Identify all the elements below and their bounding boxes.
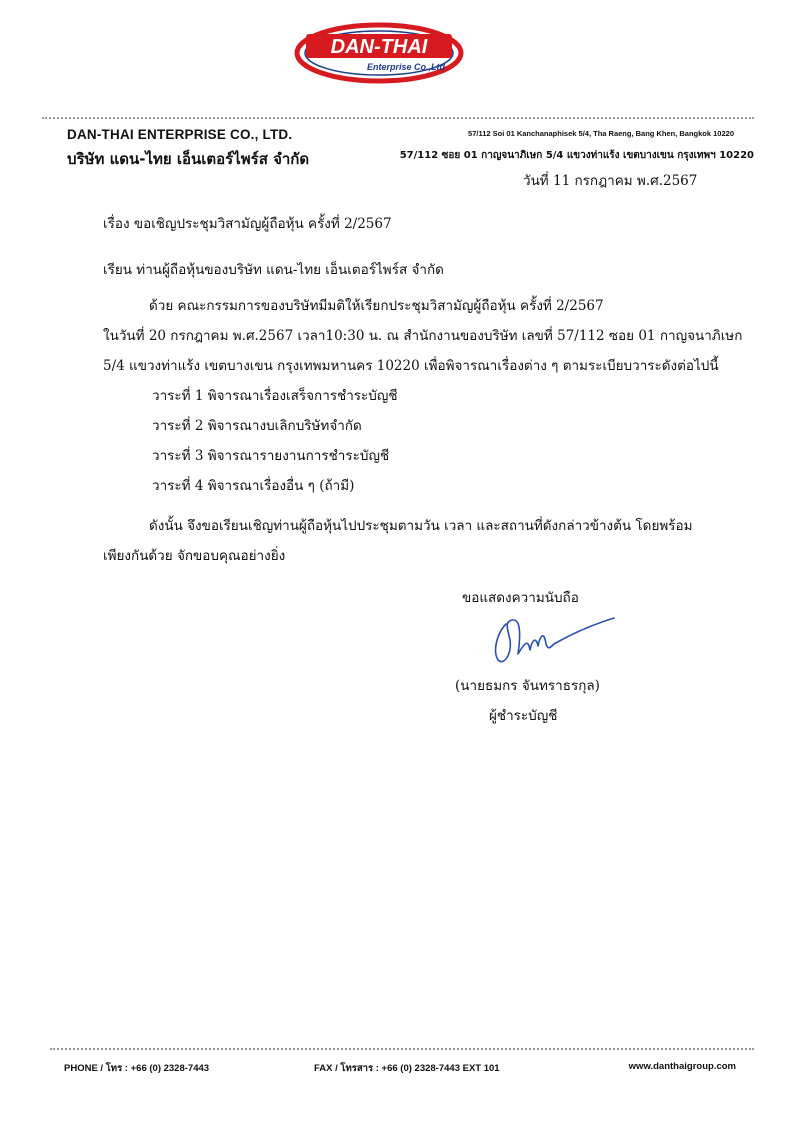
letter-subject: เรื่อง ขอเชิญประชุมวิสามัญผู้ถือหุ้น ครั้งที่ 2/2567	[103, 216, 392, 232]
company-name-en: DAN-THAI ENTERPRISE CO., LTD.	[67, 127, 293, 142]
agenda-item-3: วาระที่ 3 พิจารณารายงานการชำระบัญชี	[152, 448, 390, 464]
closing-phrase: ขอแสดงความนับถือ	[462, 590, 579, 606]
letter-date: วันที่ 11 กรกฎาคม พ.ศ.2567	[523, 173, 698, 189]
signer-title: ผู้ชำระบัญชี	[489, 708, 558, 724]
paragraph-2-line-1: ดังนั้น จึงขอเรียนเชิญท่านผู้ถือหุ้นไปประชุมตามวัน เวลา และสถานที่ดังกล่าวข้างต้น โดยพร้อม	[149, 518, 693, 534]
header-divider	[42, 117, 754, 119]
company-logo	[294, 22, 464, 84]
footer-website: www.danthaigroup.com	[628, 1061, 736, 1072]
logo-tagline: Enterprise Co.,Ltd	[366, 62, 446, 72]
address-en: 57/112 Soi 01 Kanchanaphisek 5/4, Tha Raeng, Bang Khen, Bangkok 10220	[468, 129, 734, 138]
agenda-item-2: วาระที่ 2 พิจารณางบเลิกบริษัทจำกัด	[152, 418, 362, 434]
handwritten-signature	[488, 610, 618, 670]
company-name-th: บริษัท แดน-ไทย เอ็นเตอร์ไพร์ส จำกัด	[67, 150, 310, 168]
agenda-item-1: วาระที่ 1 พิจารณาเรื่องเสร็จการชำระบัญชี	[152, 388, 398, 404]
agenda-item-4: วาระที่ 4 พิจารณาเรื่องอื่น ๆ (ถ้ามี)	[152, 478, 355, 494]
paragraph-1-line-1: ด้วย คณะกรรมการของบริษัทมีมติให้เรียกประชุมวิสามัญผู้ถือหุ้น ครั้งที่ 2/2567	[149, 298, 604, 314]
paragraph-1-line-2: ในวันที่ 20 กรกฎาคม พ.ศ.2567 เวลา10:30 น. ณ สำนักงานของบริษัท เลขที่ 57/112 ซอย 01 กาญจนาภิเษก	[103, 328, 743, 344]
signer-name: (นายธมกร จันทราธรกุล)	[455, 678, 600, 694]
address-th: 57/112 ซอย 01 กาญจนาภิเษก 5/4 แขวงท่าแร้ง เขตบางเขน กรุงเทพฯ 10220	[399, 150, 754, 161]
paragraph-2-line-2: เพียงกันด้วย จักขอบคุณอย่างยิ่ง	[103, 548, 286, 564]
logo-brand: DAN-THAI	[330, 36, 428, 58]
paragraph-1-line-3: 5/4 แขวงท่าแร้ง เขตบางเขน กรุงเทพมหานคร 10220 เพื่อพิจารณาเรื่องต่าง ๆ ตามระเบียบวาระดังต่อไปนี้	[103, 358, 719, 374]
letter-recipient: เรียน ท่านผู้ถือหุ้นของบริษัท แดน-ไทย เอ็นเตอร์ไพร์ส จำกัด	[103, 262, 444, 278]
footer-fax: FAX / โทรสาร : +66 (0) 2328-7443 EXT 101	[314, 1063, 500, 1074]
footer-phone: PHONE / โทร : +66 (0) 2328-7443	[64, 1063, 210, 1074]
footer-divider	[50, 1048, 754, 1050]
